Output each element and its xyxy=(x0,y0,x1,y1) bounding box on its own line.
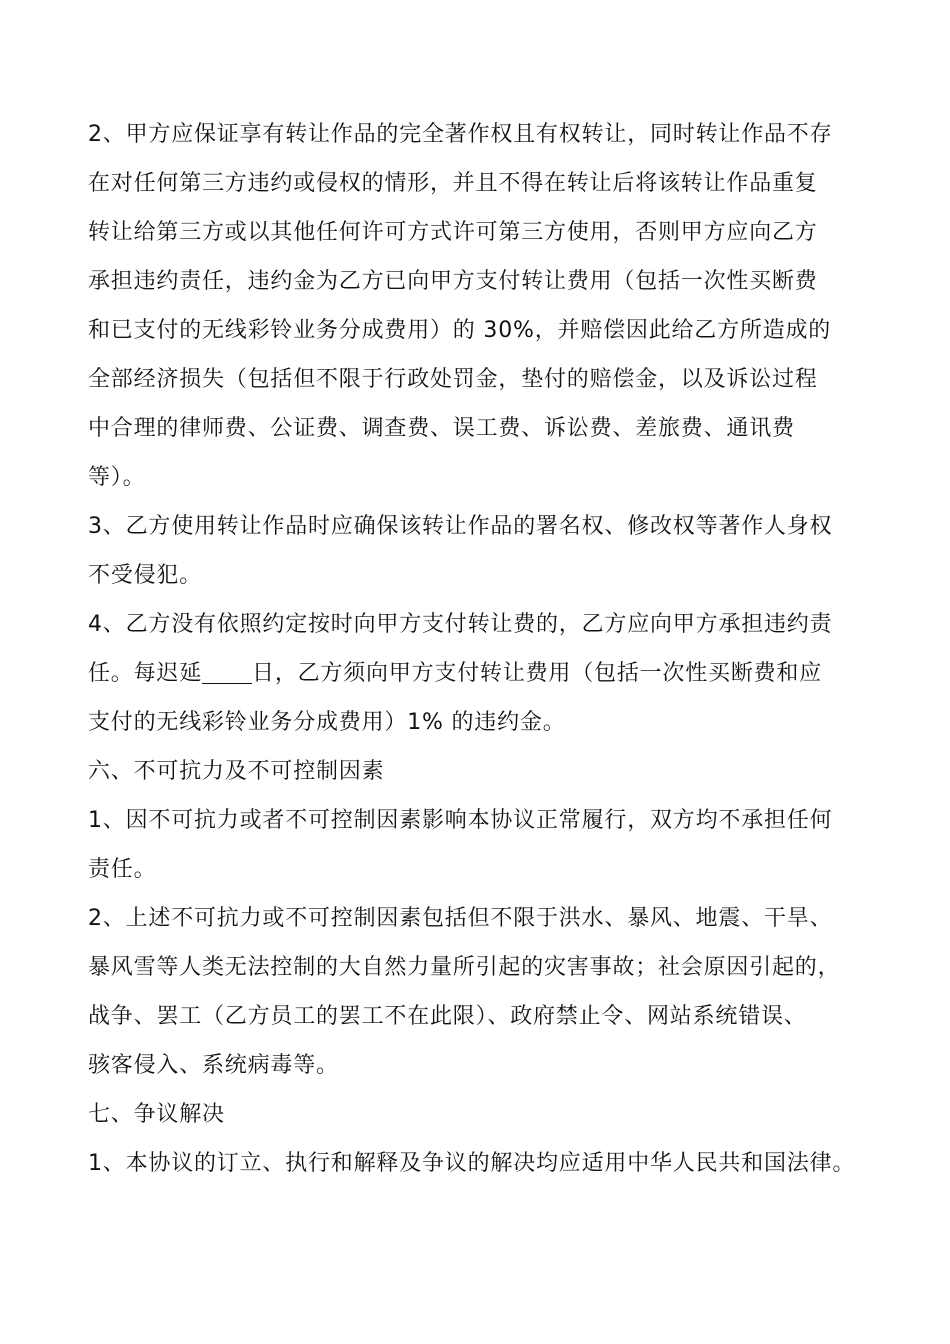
text-line: 责任。 xyxy=(88,857,157,882)
text-after-blank: 日，乙方须向甲方支付转让费用（包括一次性买断费和应 xyxy=(252,661,823,686)
text-line: 中合理的律师费、公证费、调查费、误工费、诉讼费、差旅费、通讯费 xyxy=(88,416,795,441)
clause-5-3 xyxy=(88,502,878,600)
section-heading: 七、争议解决 xyxy=(88,1102,225,1127)
section-6-heading xyxy=(88,747,878,796)
clause-5-2 xyxy=(88,110,878,502)
clause-5-4 xyxy=(88,600,878,747)
text-line: 暴风雪等人类无法控制的大自然力量所引起的灾害事故；社会原因引起的， xyxy=(88,955,841,980)
text-line: 3、乙方使用转让作品时应确保该转让作品的署名权、修改权等著作人身权 xyxy=(88,514,833,539)
section-heading: 六、不可抗力及不可控制因素 xyxy=(88,759,385,784)
text-line: 转让给第三方或以其他任何许可方式许可第三方使用，否则甲方应向乙方 xyxy=(88,220,818,245)
text-line: 等）。 xyxy=(88,465,146,490)
text-line: 战争、罢工（乙方员工的罢工不在此限）、政府禁止令、网站系统错误、 xyxy=(88,1004,807,1029)
text-line: 1、因不可抗力或者不可控制因素影响本协议正常履行，双方均不承担任何 xyxy=(88,808,833,833)
text-line: 骇客侵入、系统病毒等。 xyxy=(88,1053,339,1078)
text-line: 2、上述不可抗力或不可控制因素包括但不限于洪水、暴风、地震、干旱、 xyxy=(88,906,833,931)
text-line-with-blank xyxy=(88,649,878,698)
text-line: 1、本协议的订立、执行和解释及争议的解决均应适用中华人民共和国法律。 xyxy=(88,1151,856,1176)
document-page xyxy=(88,110,878,1188)
text-before-blank: 任。每迟延 xyxy=(88,661,203,686)
text-line: 和已支付的无线彩铃业务分成费用）的 30%，并赔偿因此给乙方所造成的 xyxy=(88,318,832,343)
fill-in-blank-days xyxy=(202,653,252,684)
clause-6-1 xyxy=(88,796,878,894)
text-line: 承担违约责任，违约金为乙方已向甲方支付转让费用（包括一次性买断费 xyxy=(88,269,818,294)
text-line: 支付的无线彩铃业务分成费用）1% 的违约金。 xyxy=(88,710,566,735)
text-line: 全部经济损失（包括但不限于行政处罚金，垫付的赔偿金，以及诉讼过程 xyxy=(88,367,818,392)
clause-6-2 xyxy=(88,894,878,1090)
clause-7-1 xyxy=(88,1139,878,1188)
section-7-heading xyxy=(88,1090,878,1139)
text-line: 不受侵犯。 xyxy=(88,563,203,588)
text-line: 在对任何第三方违约或侵权的情形，并且不得在转让后将该转让作品重复 xyxy=(88,171,818,196)
text-line: 2、甲方应保证享有转让作品的完全著作权且有权转让，同时转让作品不存 xyxy=(88,122,833,147)
text-line: 4、乙方没有依照约定按时向甲方支付转让费的，乙方应向甲方承担违约责 xyxy=(88,612,833,637)
